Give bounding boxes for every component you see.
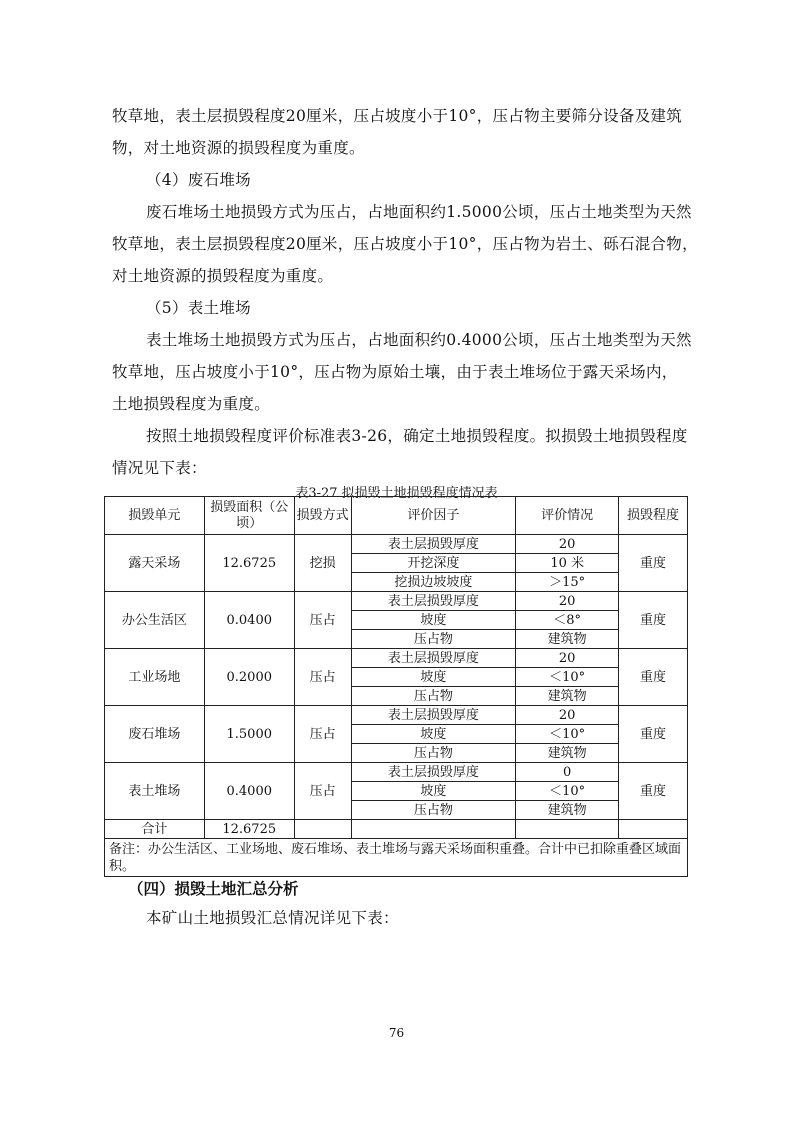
unit-cell: 表土堆场 bbox=[105, 763, 205, 820]
table-row bbox=[105, 706, 688, 725]
value-cell: 20 bbox=[516, 592, 619, 611]
factor-cell: 表土层损毁厚度 bbox=[351, 535, 516, 554]
unit-cell: 废石堆场 bbox=[105, 706, 205, 763]
paragraph-line: 表土堆场土地损毁方式为压占，占地面积约0.4000公顷，压占土地类型为天然 bbox=[146, 331, 692, 349]
table-header-row bbox=[105, 497, 688, 535]
factor-cell: 挖损边坡坡度 bbox=[351, 573, 516, 592]
method-cell: 压占 bbox=[294, 649, 351, 706]
total-area: 12.6725 bbox=[204, 820, 294, 839]
table-note: 备注：办公生活区、工业场地、废石堆场、表土堆场与露天采场面积重叠。合计中已扣除重叠区域面积。 bbox=[105, 839, 688, 877]
factor-cell: 压占物 bbox=[351, 630, 516, 649]
factor-cell: 坡度 bbox=[351, 782, 516, 801]
paragraph-line: 物，对土地资源的损毁程度为重度。 bbox=[112, 139, 365, 157]
factor-cell: 开挖深度 bbox=[351, 554, 516, 573]
area-cell: 12.6725 bbox=[204, 535, 294, 592]
paragraph-line: 废石堆场土地损毁方式为压占，占地面积约1.5000公顷，压占土地类型为天然 bbox=[146, 203, 692, 221]
paragraph-line: 牧草地，压占坡度小于10°，压占物为原始土壤，由于表土堆场位于露天采场内， bbox=[112, 363, 678, 381]
value-cell: 20 bbox=[516, 649, 619, 668]
damage-degree-table bbox=[104, 496, 688, 877]
factor-cell: 压占物 bbox=[351, 744, 516, 763]
total-row bbox=[105, 820, 688, 839]
unit-cell: 工业场地 bbox=[105, 649, 205, 706]
total-label: 合计 bbox=[105, 820, 205, 839]
subsection-heading: （5）表土堆场 bbox=[146, 299, 251, 317]
table-row bbox=[105, 535, 688, 554]
paragraph-line: 牧草地，表土层损毁程度20厘米，压占坡度小于10°，压占物主要筛分设备及建筑 bbox=[112, 107, 683, 125]
unit-cell: 办公生活区 bbox=[105, 592, 205, 649]
value-cell: 建筑物 bbox=[516, 687, 619, 706]
area-cell: 0.2000 bbox=[204, 649, 294, 706]
value-cell: ＜10° bbox=[516, 782, 619, 801]
table-caption: 表3-27 拟损毁土地损毁程度情况表 bbox=[295, 486, 498, 501]
table-row bbox=[105, 592, 688, 611]
value-cell: 建筑物 bbox=[516, 801, 619, 820]
area-cell: 0.0400 bbox=[204, 592, 294, 649]
method-cell: 压占 bbox=[294, 706, 351, 763]
factor-cell: 压占物 bbox=[351, 687, 516, 706]
degree-cell: 重度 bbox=[619, 592, 688, 649]
paragraph-line: 土地损毁程度为重度。 bbox=[112, 395, 271, 413]
method-cell: 压占 bbox=[294, 763, 351, 820]
paragraph-line: 按照土地损毁程度评价标准表3-26，确定土地损毁程度。拟损毁土地损毁程度 bbox=[146, 427, 688, 445]
paragraph-line: 本矿山土地损毁汇总情况详见下表： bbox=[146, 909, 399, 927]
subsection-heading: （4）废石堆场 bbox=[146, 171, 251, 189]
table-row bbox=[105, 763, 688, 782]
paragraph-line: 对土地资源的损毁程度为重度。 bbox=[112, 267, 334, 285]
factor-cell: 坡度 bbox=[351, 611, 516, 630]
factor-cell: 表土层损毁厚度 bbox=[351, 706, 516, 725]
paragraph-line: 情况见下表： bbox=[112, 459, 207, 477]
header-cell: 评价因子 bbox=[351, 497, 516, 535]
factor-cell: 压占物 bbox=[351, 801, 516, 820]
value-cell: ＜10° bbox=[516, 725, 619, 744]
degree-cell: 重度 bbox=[619, 535, 688, 592]
method-cell: 挖损 bbox=[294, 535, 351, 592]
page-number: 76 bbox=[388, 1026, 405, 1040]
section-heading: （四）损毁土地汇总分析 bbox=[128, 880, 299, 898]
degree-cell: 重度 bbox=[619, 763, 688, 820]
factor-cell: 坡度 bbox=[351, 668, 516, 687]
area-cell: 0.4000 bbox=[204, 763, 294, 820]
factor-cell: 表土层损毁厚度 bbox=[351, 649, 516, 668]
paragraph-line: 牧草地，表土层损毁程度20厘米，压占坡度小于10°，压占物为岩土、砾石混合物， bbox=[112, 235, 698, 253]
value-cell: 20 bbox=[516, 535, 619, 554]
header-cell: 损毁单元 bbox=[105, 497, 205, 535]
header-cell: 损毁面积（公顷） bbox=[204, 497, 294, 535]
value-cell: ＜8° bbox=[516, 611, 619, 630]
value-cell: 建筑物 bbox=[516, 744, 619, 763]
factor-cell: 表土层损毁厚度 bbox=[351, 592, 516, 611]
factor-cell: 表土层损毁厚度 bbox=[351, 763, 516, 782]
factor-cell: 坡度 bbox=[351, 725, 516, 744]
method-cell: 压占 bbox=[294, 592, 351, 649]
value-cell: ＜10° bbox=[516, 668, 619, 687]
table-row bbox=[105, 649, 688, 668]
value-cell: 20 bbox=[516, 706, 619, 725]
header-cell: 损毁方式 bbox=[294, 497, 351, 535]
note-row bbox=[105, 839, 688, 877]
unit-cell: 露天采场 bbox=[105, 535, 205, 592]
value-cell: 10 米 bbox=[516, 554, 619, 573]
degree-cell: 重度 bbox=[619, 649, 688, 706]
header-cell: 评价情况 bbox=[516, 497, 619, 535]
area-cell: 1.5000 bbox=[204, 706, 294, 763]
value-cell: 0 bbox=[516, 763, 619, 782]
value-cell: 建筑物 bbox=[516, 630, 619, 649]
header-cell: 损毁程度 bbox=[619, 497, 688, 535]
value-cell: ＞15° bbox=[516, 573, 619, 592]
degree-cell: 重度 bbox=[619, 706, 688, 763]
